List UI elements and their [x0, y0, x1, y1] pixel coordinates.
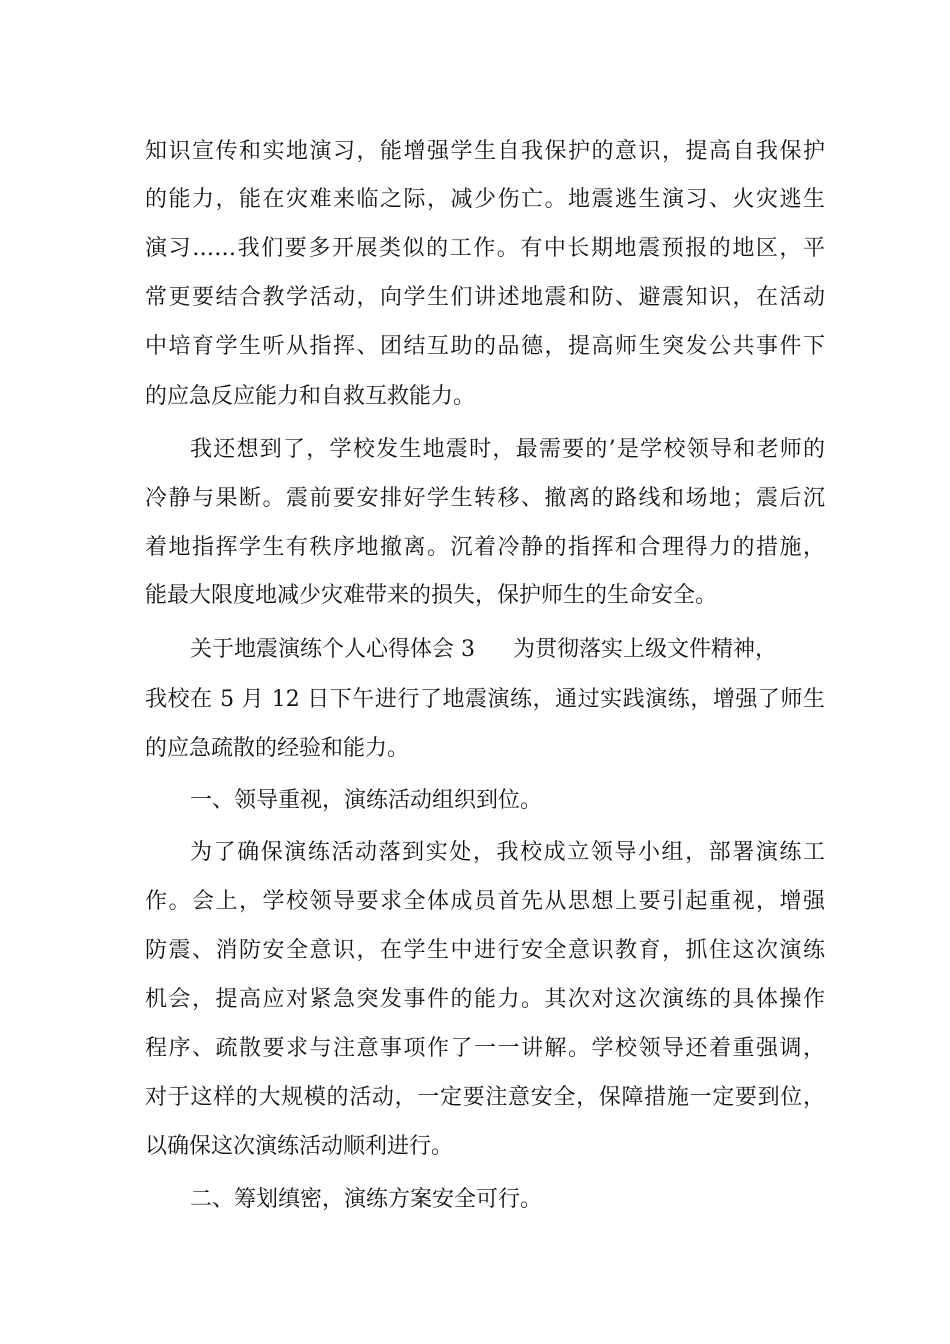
- text-line: 能最大限度地减少灾难带来的损失，保护师生的生命安全。: [145, 583, 718, 608]
- text-line: 冷静与果断。震前要安排好学生转移、撤离的路线和场地；震后沉: [145, 486, 825, 511]
- paragraph-first-line: 为了确保演练活动落到实处，我校成立领导小组，部署演练工: [190, 840, 825, 865]
- text-line: 常更要结合教学活动，向学生们讲述地震和防、避震知识，在活动: [145, 285, 825, 310]
- subheading: 一、领导重视，演练活动组织到位。: [190, 788, 543, 813]
- section-title: 关于地震演练个人心得体会 3: [190, 637, 475, 662]
- text-line: 以确保这次演练活动顺利进行。: [145, 1134, 454, 1159]
- text-line: 对于这样的大规模的活动，一定要注意安全，保障措施一定要到位，: [145, 1085, 825, 1110]
- text-line: 知识宣传和实地演习，能增强学生自我保护的意识，提高自我保护: [145, 139, 825, 164]
- text-line: 演习……我们要多开展类似的工作。有中长期地震预报的地区，平: [145, 236, 825, 261]
- text-line: 的能力，能在灾难来临之际，减少伤亡。地震逃生演习、火灾逃生: [145, 187, 825, 212]
- text-line: 我校在 5 月 12 日下午进行了地震演练，通过实践演练，增强了师生: [145, 687, 825, 712]
- text-line: 的应急疏散的经验和能力。: [145, 736, 410, 761]
- text-line: 防震、消防安全意识，在学生中进行安全意识教育，抓住这次演练: [145, 938, 825, 963]
- subheading: 二、筹划缜密，演练方案安全可行。: [190, 1187, 543, 1212]
- text-line: 着地指挥学生有秩序地撤离。沉着冷静的指挥和合理得力的措施，: [145, 535, 825, 560]
- paragraph-first-line: 我还想到了，学校发生地震时，最需要的’是学校领导和老师的: [190, 437, 825, 462]
- text-line: 中培育学生听从指挥、团结互助的品德，提高师生突发公共事件下: [145, 334, 825, 359]
- text-line: 机会，提高应对紧急突发事件的能力。其次对这次演练的具体操作: [145, 987, 825, 1012]
- text-line: 程序、疏散要求与注意事项作了一一讲解。学校领导还着重强调，: [145, 1036, 825, 1061]
- text-line: 作。会上，学校领导要求全体成员首先从思想上要引起重视，增强: [145, 889, 825, 914]
- section-intro: 为贯彻落实上级文件精神，: [513, 637, 778, 662]
- text-line: 的应急反应能力和自救互救能力。: [145, 384, 476, 409]
- section-heading-line: [190, 630, 825, 670]
